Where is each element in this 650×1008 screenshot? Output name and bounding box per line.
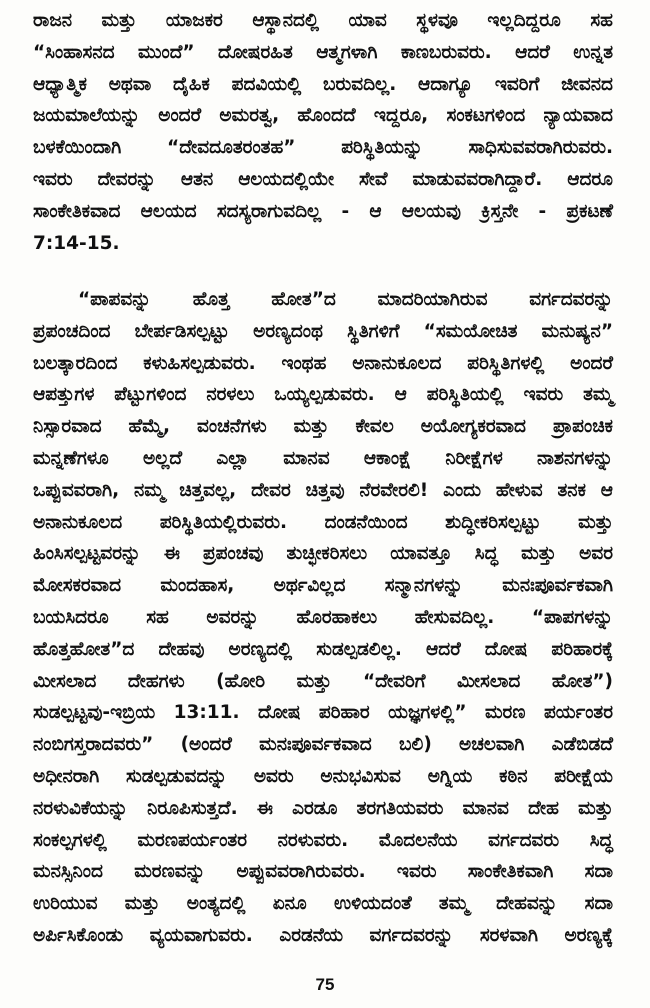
text-line: ಸುಡಲ್ಪಟ್ಟವು-ಇಬ್ರಿಯ 13:11. ದೋಷ ಪರಿಹಾರ ಯಜ್ಞಗಳಲ್ಲಿ” ಮರಣ ಪರ್ಯಂತರ [33,702,613,724]
text-line: ಮನ್ನಣೆಗಳೂ ಅಲ್ಲದೆ ಎಲ್ಲಾ ಮಾನವ ಆಕಾಂಕ್ಷೆ ನಿರೀಕ್ಷೆಗಳ ನಾಶನಗಳನ್ನು [33,447,613,469]
text-line: ಪ್ರಪಂಚದಿಂದ ಬೇರ್ಪಡಿಸಲ್ಪಟ್ಟು ಅರಣ್ಯದಂಥ ಸ್ಥಿತಿಗಳಿಗೆ “ಸಮಯೋಚಿತ ಮನುಷ್ಯನ” [33,320,613,342]
text-line: ನಿಸ್ಸಾರವಾದ ಹೆಮ್ಮೆ, ವಂಚನೆಗಳು ಮತ್ತು ಕೇವಲ ಅಯೋಗ್ಯಕರವಾದ ಪ್ರಾಪಂಚಿಕ [33,416,613,438]
text-line: ಉರಿಯುವ ಮತ್ತು ಅಂತ್ಯದಲ್ಲಿ ಏನೂ ಉಳಿಯದಂತೆ ತಮ್ಮ ದೇಹವನ್ನು ಸದಾ [33,893,613,915]
text-line: ಬಳಕೆಯಿಂದಾಗಿ “ದೇವದೂತರಂತಹ” ಪರಿಸ್ಥಿತಿಯನ್ನು ಸಾಧಿಸುವವರಾಗಿರುವರು. [33,137,613,159]
text-line: ನಂಬಿಗಸ್ತರಾದವರು” (ಅಂದರೆ ಮನಃಪೂರ್ವಕವಾದ ಬಲಿ) ಅಚಲವಾಗಿ ಎಡೆಬಿಡದೆ [33,734,613,756]
text-line: ಆಧ್ಯಾತ್ಮಿಕ ಅಥವಾ ದೈಹಿಕ ಪದವಿಯಲ್ಲಿ ಬರುವದಿಲ್ಲ. ಆದಾಗ್ಯೂ ಇವರಿಗೆ ಜೀವನದ [33,73,613,95]
text-line: ಹೊತ್ತಹೋತ”ದ ದೇಹವು ಅರಣ್ಯದಲ್ಲಿ ಸುಡಲ್ಪಡಲಿಲ್ಲ. ಆದರೆ ದೋಷ ಪರಿಹಾರಕ್ಕೆ [33,638,613,660]
text-line: “ಪಾಪವನ್ನು ಹೊತ್ತ ಹೋತ”ದ ಮಾದರಿಯಾಗಿರುವ ವರ್ಗದವರನ್ನು [78,289,613,310]
text-line: ಅಧೀನರಾಗಿ ಸುಡಲ್ಪಡುವದನ್ನು ಅವರು ಅನುಭವಿಸುವ ಅಗ್ನಿಯ ಕಠಿನ ಪರೀಕ್ಷೆಯ [33,765,613,787]
text-line: ಆಪತ್ತುಗಳ ಪೆಟ್ಟುಗಳಿಂದ ನರಳಲು ಒಯ್ಯಲ್ಪಡುವರು. ಆ ಪರಿಸ್ಥಿತಿಯಲ್ಲಿ ಇವರು ತಮ್ಮ [33,384,613,406]
text-line: ಬಯಸಿದರೂ ಸಹ ಅವರನ್ನು ಹೊರಹಾಕಲು ಹೇಸುವದಿಲ್ಲ. “ಪಾಪಗಳನ್ನು [33,606,613,628]
text-line: ಜಯಮಾಲೆಯನ್ನು ಅಂದರೆ ಅಮರತ್ವ, ಹೊಂದದೆ ಇದ್ದರೂ, ಸಂಕಟಗಳಿಂದ ನ್ಯಾಯವಾದ [33,105,613,127]
text-line: ಸಾಂಕೇತಿಕವಾದ ಆಲಯದ ಸದಸ್ಯರಾಗುವದಿಲ್ಲ - ಆ ಆಲಯವು ಕ್ರಿಸ್ತನೇ - ಪ್ರಕಟಣೆ [33,200,613,222]
text-line: ಮನಸ್ಸಿನಿಂದ ಮರಣವನ್ನು ಅಪ್ಪುವವರಾಗಿರುವರು. ಇವರು ಸಾಂಕೇತಿಕವಾಗಿ ಸದಾ [33,861,613,883]
text-line: ಬಲತ್ಕಾರದಿಂದ ಕಳುಹಿಸಲ್ಪಡುವರು. ಇಂಥಹ ಅನಾನುಕೂಲದ ಪರಿಸ್ಥಿತಿಗಳಲ್ಲಿ ಅಂದರೆ [33,352,613,374]
text-line: ಒಪ್ಪುವವರಾಗಿ, ನಮ್ಮ ಚಿತ್ತವಲ್ಲ, ದೇವರ ಚಿತ್ತವು ನೆರವೇರಲಿ! ಎಂದು ಹೇಳುವ ತನಕ ಆ [33,479,613,501]
paragraph-1 [33,5,613,259]
text-line: ನರಳುವಿಕೆಯನ್ನು ನಿರೂಪಿಸುತ್ತದೆ. ಈ ಎರಡೂ ತರಗತಿಯವರು ಮಾನವ ದೇಹ ಮತ್ತು [33,797,613,819]
text-line: ಇವರು ದೇವರನ್ನು ಆತನ ಆಲಯದಲ್ಲಿಯೇ ಸೇವೆ ಮಾಡುವವರಾಗಿದ್ದಾರೆ. ಆದರೂ [33,168,613,190]
text-line: ಅನಾನುಕೂಲದ ಪರಿಸ್ಥಿತಿಯಲ್ಲಿರುವರು. ದಂಡನೆಯಿಂದ ಶುದ್ಧೀಕರಿಸಲ್ಪಟ್ಟು ಮತ್ತು [33,511,613,533]
text-line: ಮೀಸಲಾದ ದೇಹಗಳು (ಹೋರಿ ಮತ್ತು “ದೇವರಿಗೆ ಮೀಸಲಾದ ಹೋತ”) [33,670,613,692]
text-line: ಹಿಂಸಿಸಲ್ಪಟ್ಟವರನ್ನು ಈ ಪ್ರಪಂಚವು ತುಚ್ಛೀಕರಿಸಲು ಯಾವತ್ತೂ ಸಿದ್ಧ ಮತ್ತು ಅವರ [33,543,613,565]
text-line: ರಾಜನ ಮತ್ತು ಯಾಜಕರ ಆಸ್ಥಾನದಲ್ಲಿ ಯಾವ ಸ್ಥಳವೂ ಇಲ್ಲದಿದ್ದರೂ ಸಹ [33,10,613,31]
text-line: ಅರ್ಪಿಸಿಕೊಂಡು ವ್ಯಯವಾಗುವರು. ಎರಡನೆಯ ವರ್ಗದವರನ್ನು ಸರಳವಾಗಿ ಅರಣ್ಯಕ್ಕೆ [33,924,613,946]
text-line: ಸಂಕಲ್ಪಗಳಲ್ಲಿ ಮರಣಪರ್ಯಂತರ ನರಳುವರು. ಮೊದಲನೆಯ ವರ್ಗದವರು ಸಿದ್ಧ [33,829,613,851]
paragraph-2 [33,284,613,952]
text-line: “ಸಿಂಹಾಸನದ ಮುಂದೆ” ದೋಷರಹಿತ ಆತ್ಮಗಳಾಗಿ ಕಾಣಬರುವರು. ಆದರೆ ಉನ್ನತ [33,41,613,63]
text-line: 7:14-15. [33,232,120,254]
text-line: ಮೋಸಕರವಾದ ಮಂದಹಾಸ, ಅರ್ಥವಿಲ್ಲದ ಸನ್ಮಾನಗಳನ್ನು ಮನಃಪೂರ್ವಕವಾಗಿ [33,575,613,597]
page-number: 75 [315,975,335,994]
